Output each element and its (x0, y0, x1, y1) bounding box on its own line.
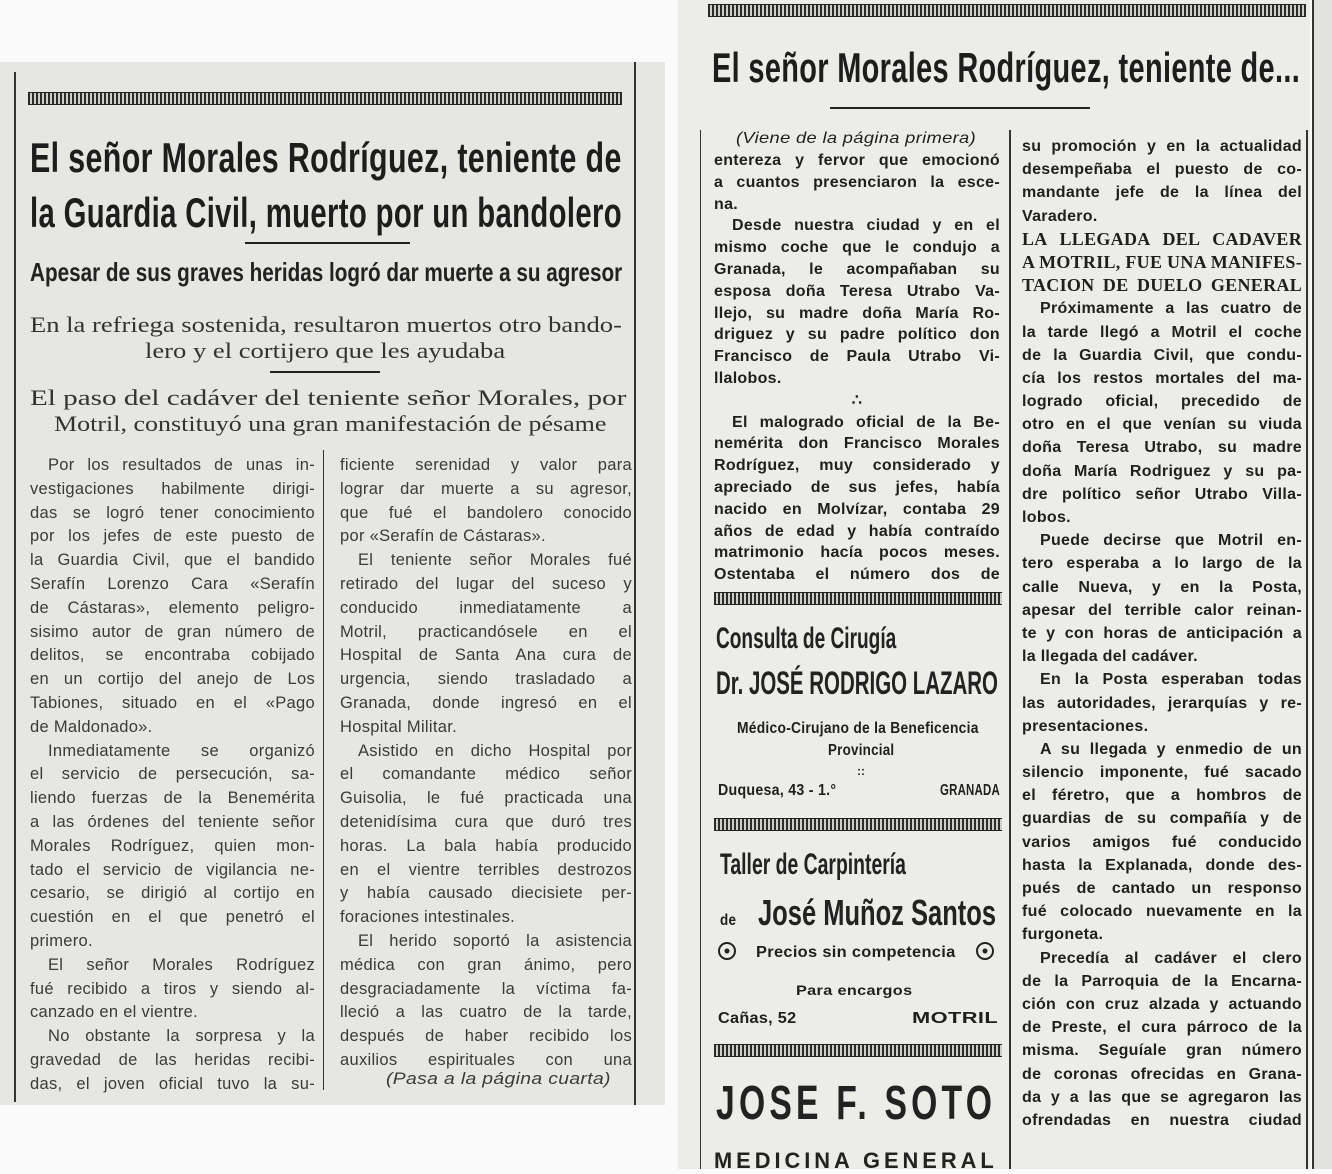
continued-note: (Pasa a la página cuarta) (386, 1070, 611, 1088)
line-text: tero esperaba a lo largo de la (1022, 555, 1302, 573)
surgery-ad-doctor: Dr. JOSÉ RODRIGO LAZARO (716, 665, 998, 701)
text-line (30, 906, 315, 930)
line-text: su promoción y en la actualidad (1022, 138, 1302, 155)
line-text: años de edad y había contraído (714, 522, 1000, 540)
text-line (1022, 390, 1302, 413)
line-text: conducido inmediatamente a (340, 598, 632, 617)
line-text: matrimonio hacía pocos meses. (714, 544, 1000, 562)
text-line (30, 621, 315, 645)
decorative-bar (28, 92, 622, 105)
carpentry-ad-owner: José Muñoz Santos (758, 892, 997, 933)
line-text: Puede decirse que Motril en- (1040, 532, 1302, 550)
line-text: otro en el que venían su viuda (1022, 416, 1302, 434)
line-text: A MOTRIL, FUE UNA MANIFES- (1022, 251, 1302, 272)
text-line (340, 573, 632, 597)
text-line (1022, 1016, 1302, 1039)
line-text: foraciones intestinales. (340, 908, 516, 927)
line-text: mismo coche que le condujo a (714, 239, 1000, 257)
text-line (1022, 715, 1302, 738)
text-line (1022, 205, 1302, 228)
text-line (714, 150, 1000, 172)
line-text: doña Teresa Utrabo, su madre (1022, 439, 1302, 457)
column-divider (700, 130, 701, 1169)
line-text: hasta la Explanada, donde des- (1022, 856, 1302, 874)
text-line (30, 716, 315, 740)
line-text: las autoridades, jerarquías y re- (1022, 694, 1302, 712)
text-line (30, 525, 315, 549)
text-line (340, 859, 632, 883)
line-text: horas. La bala había producido (340, 836, 632, 855)
text-line (30, 1073, 315, 1097)
text-line (30, 835, 315, 859)
line-text: a cuantos presenciaron la esce- (714, 173, 1000, 191)
text-line (30, 502, 315, 526)
spiral-ornament-icon (976, 942, 994, 960)
line-text: auxilios espirituales con una (340, 1050, 632, 1069)
carpentry-ad-title: Taller de Carpintería (720, 848, 906, 881)
text-line (714, 412, 1000, 434)
text-line (714, 172, 1000, 194)
text-line (1022, 158, 1302, 181)
text-line (340, 811, 632, 835)
surgery-ad-title: Consulta de Cirugía (716, 622, 897, 655)
column-divider (1306, 130, 1308, 1169)
text-line (30, 787, 315, 811)
text-line (714, 324, 1000, 346)
text-line (1022, 761, 1302, 784)
text-line (1022, 692, 1302, 715)
line-text: de Cástaras», elemento peligro- (30, 598, 315, 617)
text-line (1022, 552, 1302, 575)
line-text: a las órdenes del teniente señor (30, 812, 315, 831)
line-text: de Preste, el cura párroco de la (1022, 1019, 1302, 1037)
line-text: vestigaciones habilmente dirigi- (30, 479, 315, 498)
ad-divider-bar (714, 592, 1002, 605)
article-column-2 (340, 454, 632, 1073)
text-line (1022, 738, 1302, 761)
text-line (714, 477, 1000, 499)
text-line (1022, 877, 1302, 900)
line-text: misma. Seguíale gran número (1022, 1042, 1302, 1060)
text-line (714, 281, 1000, 303)
text-line (714, 346, 1000, 368)
text-line (340, 882, 632, 906)
text-line (340, 740, 632, 764)
text-line (1022, 807, 1302, 830)
line-text: das se logró tener conocimiento (30, 503, 315, 522)
line-text: en un cortijo del anejo de Los (30, 670, 315, 689)
text-line (340, 644, 632, 668)
line-text: esposa doña Teresa Utrabo Va- (714, 282, 1000, 300)
line-text: detenidísima cura que duró tres (340, 812, 632, 831)
text-line (714, 303, 1000, 325)
line-text: Tabiones, situado en el «Pago (30, 693, 315, 712)
text-line (714, 237, 1000, 259)
text-line (30, 740, 315, 764)
line-text: y había causado diecisiete per- (340, 884, 632, 903)
section-heading-line (1022, 228, 1302, 251)
carpentry-ad-address: Cañas, 52 (718, 1010, 797, 1027)
text-line (1022, 970, 1302, 993)
line-text: entereza y fervor que emocionó (714, 152, 1000, 169)
text-line (714, 564, 1000, 586)
soto-ad-name: JOSE F. SOTO (716, 1077, 997, 1130)
continued-from: (Viene de la página primera) (736, 130, 977, 147)
line-text: dre político señor Utrabo Villa- (1022, 485, 1302, 503)
line-text: liendo fuerzas de la Benemérita (30, 789, 315, 808)
line-text: Próximamente a las cuatro de (1040, 300, 1302, 318)
text-line (30, 954, 315, 978)
separator-ornament: :: (857, 764, 865, 778)
line-text: lobos. (1022, 509, 1071, 526)
carpentry-ad-orders-label: Para encargos (796, 982, 913, 998)
text-line (714, 455, 1000, 477)
line-text: la llegada del cadáver. (1022, 648, 1198, 666)
line-text: Varadero. (1022, 207, 1098, 225)
deck-1-line-1: En la refriega sostenida, resultaron muertos otro bando- (30, 312, 622, 337)
text-line (1022, 506, 1302, 529)
text-line (714, 259, 1000, 281)
line-text: ficiente serenidad y valor para (340, 456, 632, 474)
line-text: Granada, donde ingresó en el (340, 693, 632, 712)
line-text: cesario, se dirigió al cortijo en (30, 884, 315, 903)
text-line (714, 542, 1000, 564)
text-line (30, 1025, 315, 1049)
text-line (714, 521, 1000, 543)
line-text: El teniente señor Morales fué (358, 551, 632, 570)
text-line (1022, 436, 1302, 459)
line-text: nemérita don Francisco Morales (714, 435, 1000, 453)
line-text: el comandante médico señor (340, 765, 632, 784)
line-text: ción con cruz alzada y actuando (1022, 995, 1302, 1013)
line-text: la Guardia Civil, que el bandido (30, 551, 315, 570)
line-text: Hospital Militar. (340, 717, 457, 736)
text-line (714, 194, 1000, 216)
text-line (1022, 344, 1302, 367)
adjacent-page-edge (1312, 0, 1332, 1169)
line-text: mandante jefe de la línea del (1022, 184, 1302, 202)
line-text: canzado en el vientre. (30, 1003, 199, 1022)
line-text: No obstante la sorpresa y la (48, 1027, 315, 1046)
deck-2-line-2: Motril, constituyó una gran manifestación de pésame (54, 411, 607, 436)
line-text: A su llegada y enmedio de un (1040, 740, 1302, 758)
text-line (340, 835, 632, 859)
line-text: Rodríguez, muy considerado y (714, 457, 1000, 475)
text-line (1022, 135, 1302, 158)
line-text: presentaciones. (1022, 717, 1149, 735)
line-text: El herido soportó la asistencia (358, 931, 632, 950)
headline: El señor Morales Rodríguez, teniente de... (712, 44, 1301, 91)
text-line (1022, 1109, 1302, 1132)
text-line (1022, 947, 1302, 970)
text-line (340, 502, 632, 526)
line-text: das, el joven oficial tuvo la su- (30, 1074, 315, 1093)
text-line (340, 1025, 632, 1049)
text-line (340, 978, 632, 1002)
line-text: LA LLEGADA DEL CADAVER (1022, 228, 1302, 249)
text-line (340, 549, 632, 573)
line-text: primero. (30, 931, 93, 950)
text-line (1022, 854, 1302, 877)
text-line (30, 930, 315, 954)
line-text: Hospital de Santa Ana cura de (340, 646, 632, 665)
line-text: varios amigos fué conducido (1022, 833, 1302, 851)
line-text: de coronas ofrecidas en Grana- (1022, 1065, 1302, 1083)
line-text: después de haber recibido los (340, 1027, 632, 1046)
text-line (30, 978, 315, 1002)
text-line (340, 763, 632, 787)
line-text: llejo, su madre doña María Ro- (714, 304, 1000, 322)
text-line (1022, 784, 1302, 807)
carpentry-ad-city: MOTRIL (912, 1010, 999, 1027)
headline-line-2: la Guardia Civil, muerto por un bandolero (30, 189, 622, 236)
line-text: guardias de su compañía y de (1022, 810, 1302, 828)
deck-rule (270, 371, 380, 373)
carpentry-ad-prefix: de (720, 912, 737, 929)
text-line (340, 930, 632, 954)
text-line (1022, 460, 1302, 483)
text-line (30, 811, 315, 835)
line-text: na. (714, 195, 739, 213)
line-text: El señor Morales Rodríguez (48, 955, 315, 974)
line-text: lograr dar muerte a su agresor, (340, 479, 632, 498)
line-text: pués de cantado un responso (1022, 880, 1302, 897)
text-line (1022, 1039, 1302, 1062)
surgery-ad-role-2: Provincial (828, 742, 895, 759)
line-text: logrado oficial, precedido de (1022, 393, 1302, 411)
text-line (1022, 483, 1302, 506)
line-text: En la Posta esperaban todas (1040, 671, 1302, 689)
text-line (30, 859, 315, 883)
text-line (340, 716, 632, 740)
line-text: desempeñaba el puesto de co- (1022, 161, 1302, 179)
text-line (30, 549, 315, 573)
line-text: que fué el bandolero conocido (340, 503, 632, 522)
text-line (30, 692, 315, 716)
line-text: desgraciadamente la víctima fa- (340, 979, 632, 998)
line-text: médica con gran ánimo, pero (340, 955, 632, 974)
text-line (30, 763, 315, 787)
column-divider (1009, 130, 1011, 1169)
line-text: te y con horas de anticipación a (1022, 624, 1302, 642)
text-line (30, 478, 315, 502)
ad-divider-bar (714, 818, 1002, 831)
text-line (340, 668, 632, 692)
text-line (1022, 622, 1302, 645)
text-line (1022, 900, 1302, 923)
line-text: doña María Rodriguez y su pa- (1022, 462, 1302, 480)
spiral-ornament-icon (718, 942, 736, 960)
column-divider (634, 62, 636, 1105)
line-text: urgencia, siendo trasladado a (340, 670, 632, 689)
article-column-1 (30, 454, 315, 1097)
article-column-1 (714, 150, 1000, 586)
text-line (1022, 413, 1302, 436)
decorative-bar (708, 4, 1306, 17)
line-text: cuestión en el que penetró el (30, 908, 315, 927)
text-line (30, 1001, 315, 1025)
section-ornament: ∴ (851, 391, 863, 409)
line-text: de la Parroquia de la Encarna- (1022, 972, 1302, 990)
line-text: de Maldonado». (30, 717, 153, 736)
line-text: Granada, le acompañaban su (714, 260, 1000, 278)
line-text: retirado del lugar del suceso y (340, 574, 632, 593)
text-line (340, 597, 632, 621)
line-text: El malogrado oficial de la Be- (732, 413, 1000, 431)
line-text: Precedía al cadáver el clero (1040, 949, 1302, 967)
line-text: silencio imponente, fué sacado (1022, 764, 1302, 782)
line-text: la tarde llegó a Motril el coche (1022, 323, 1302, 341)
line-text: Serafín Lorenzo Cara «Serafín (30, 574, 315, 593)
subheadline: Apesar de sus graves heridas logró dar muerte a su agresor (30, 257, 623, 287)
text-line (1022, 1063, 1302, 1086)
text-line (1022, 576, 1302, 599)
line-text: sisimo autor de gran número de (30, 622, 315, 641)
line-text: Ostentaba el número dos de (714, 566, 1000, 584)
text-line (340, 906, 632, 930)
line-text: apesar del terrible calor reinan- (1022, 601, 1302, 619)
surgery-ad-role-1: Médico-Cirujano de la Beneficencia (737, 720, 979, 737)
text-line (30, 882, 315, 906)
text-line (1022, 529, 1302, 552)
text-line (30, 1049, 315, 1073)
line-text: Desde nuestra ciudad y en el (732, 217, 1000, 235)
line-text: da y a las que se agregaron las (1022, 1088, 1302, 1106)
line-text: Por los resultados de unas in- (48, 456, 315, 474)
line-text: Inmediatamente se organizó (48, 741, 315, 760)
text-line (1022, 599, 1302, 622)
surgery-ad-address: Duquesa, 43 - 1.° (718, 782, 837, 799)
section-heading-line (1022, 274, 1302, 297)
line-text: Guisolia, le fué practicada una (340, 789, 632, 808)
line-text: Morales Rodríguez, quien mon- (30, 836, 315, 855)
line-text: por los jefes de este puesto de (30, 527, 315, 546)
text-line (714, 368, 1000, 390)
text-line (340, 787, 632, 811)
line-text: furgoneta. (1022, 926, 1104, 944)
line-text: calle Nueva, y en la Posta, (1022, 578, 1302, 596)
text-line (30, 668, 315, 692)
column-divider (323, 450, 324, 1090)
article-column-2 (1022, 135, 1302, 1132)
text-line (1022, 297, 1302, 320)
surgery-ad-city: GRANADA (940, 782, 1000, 799)
text-line (1022, 181, 1302, 204)
line-text: lleció a las cuatro de la tarde, (340, 1003, 632, 1022)
text-line (30, 454, 315, 478)
text-line (714, 215, 1000, 237)
headline-rule (830, 107, 1090, 109)
line-text: el servicio de persecución, sa- (30, 765, 315, 784)
section-heading-line (1022, 251, 1302, 274)
text-line (1022, 993, 1302, 1016)
line-text: Motril, practicandósele en el (340, 622, 632, 641)
line-text: fué colocado nuevamente en la (1022, 903, 1302, 921)
left-clipping (0, 62, 665, 1105)
line-text: driguez y su padre político don (714, 326, 1000, 344)
line-text: gravedad de las heridas recibi- (30, 1050, 315, 1069)
text-line (340, 478, 632, 502)
headline-rule (245, 242, 410, 244)
line-text: ofrendadas en nuestra ciudad (1022, 1111, 1302, 1129)
soto-ad-specialty: MEDICINA GENERAL (714, 1148, 998, 1173)
text-line (30, 644, 315, 668)
line-text: el féretro, que a hombros de (1022, 787, 1302, 805)
text-line (30, 573, 315, 597)
deck-1-line-2: lero y el cortijero que les ayudaba (145, 338, 506, 363)
text-line (1022, 321, 1302, 344)
line-text: de la Guardia Civil, que condu- (1022, 346, 1302, 364)
deck-2-line-1: El paso del cadáver del teniente señor Morales, por (30, 385, 627, 410)
text-line (340, 454, 632, 478)
text-line (1022, 831, 1302, 854)
line-text: delitos, se encontraba cobijado (30, 646, 315, 665)
text-line (714, 499, 1000, 521)
column-divider (14, 72, 16, 1102)
line-text: apreciado de sus jefes, había (714, 478, 1000, 496)
text-line (1022, 367, 1302, 390)
line-text: en el vientre terribles destrozos (340, 860, 632, 879)
line-text: TACION DE DUELO GENERAL (1022, 275, 1302, 296)
line-text: fué recibido a tiros y siendo al- (30, 979, 315, 998)
headline-line-1: El señor Morales Rodríguez, teniente de (30, 134, 622, 181)
line-text: cía los restos mortales del ma- (1022, 369, 1302, 387)
text-line (340, 621, 632, 645)
line-text: tado el servicio de vigilancia ne- (30, 860, 315, 879)
text-line (1022, 668, 1302, 691)
text-line (1022, 1086, 1302, 1109)
line-text: Asistido en dicho Hospital por (358, 741, 632, 760)
text-line (340, 525, 632, 549)
line-text: nacido en Molvízar, contaba 29 (714, 500, 1000, 518)
carpentry-ad-slogan: Precios sin competencia (756, 944, 956, 961)
text-line (1022, 923, 1302, 946)
text-line (30, 597, 315, 621)
ad-divider-bar (714, 1044, 1002, 1057)
text-line (340, 954, 632, 978)
line-text: llalobos. (714, 369, 782, 387)
text-line (340, 1001, 632, 1025)
text-line (714, 433, 1000, 455)
line-text: Francisco de Paula Utrabo Vi- (714, 348, 1000, 366)
text-line (1022, 645, 1302, 668)
right-clipping (678, 0, 1310, 1169)
text-line (340, 692, 632, 716)
line-text: por «Serafín de Cástaras». (340, 527, 546, 546)
